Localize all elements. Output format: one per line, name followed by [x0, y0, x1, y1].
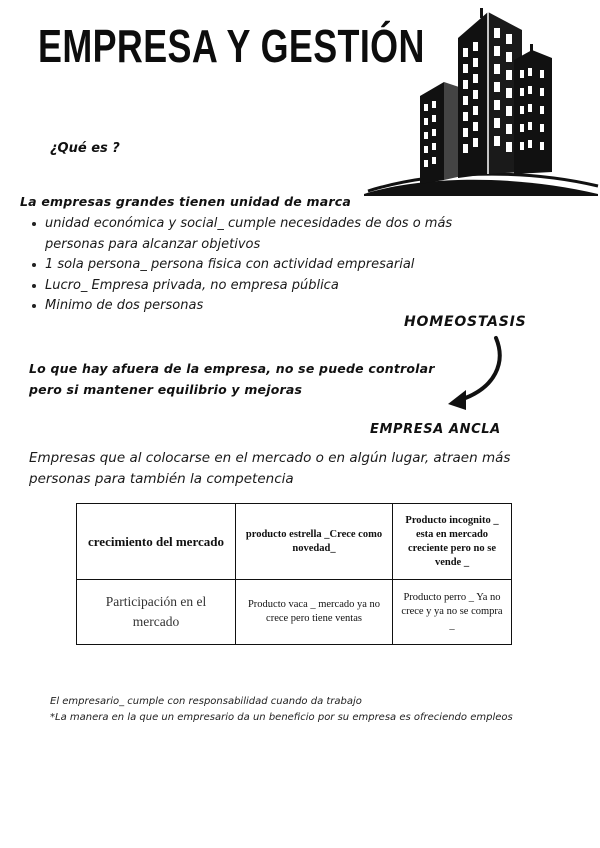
page-title: EMPRESA Y GESTIÓN [38, 20, 425, 72]
list-item: Minimo de dos personas [28, 296, 458, 317]
intro-statement: La empresas grandes tienen unidad de marca [20, 194, 351, 209]
cell-market-growth: crecimiento del mercado [77, 504, 236, 580]
cell-question-product: Producto incognito _ esta en mercado creciente pero no se vende _ [393, 504, 512, 580]
bcg-matrix-table [76, 503, 512, 645]
cell-market-share: Participación en el mercado [77, 580, 236, 645]
empresa-ancla-heading: EMPRESA ANCLA [370, 422, 501, 437]
homeostasis-heading: HOMEOSTASIS [404, 314, 527, 330]
list-item: unidad económica y social_ cumple necesidades de dos o más personas para alcanzar objetivos [28, 214, 458, 255]
cell-cow-product: Producto vaca _ mercado ya no crece pero tiene ventas [236, 580, 393, 645]
empresa-ancla-text: Empresas que al colocarse en el mercado o en algún lugar, atraen más personas para también la competencia [29, 450, 511, 487]
question-heading: ¿Qué es ? [50, 141, 120, 156]
list-item: Lucro_ Empresa privada, no empresa pública [28, 276, 458, 297]
homeostasis-text: Lo que hay afuera de la empresa, no se puede controlar pero si mantener equilibrio y mejoras [29, 361, 435, 397]
cell-star-product: producto estrella _Crece como novedad_ [236, 504, 393, 580]
note-line: *La manera en la que un empresario da un beneficio por su empresa es ofreciendo empleos [50, 712, 513, 723]
footer-notes [50, 694, 513, 726]
definition-list [28, 214, 458, 317]
building-icon [362, 8, 600, 196]
table-row [77, 580, 512, 645]
table-row [77, 504, 512, 580]
cell-dog-product: Producto perro _ Ya no crece y ya no se compra _ [393, 580, 512, 645]
list-item: 1 sola persona_ persona fisica con actividad empresarial [28, 255, 458, 276]
note-line: El empresario_ cumple con responsabilidad cuando da trabajo [50, 696, 362, 707]
